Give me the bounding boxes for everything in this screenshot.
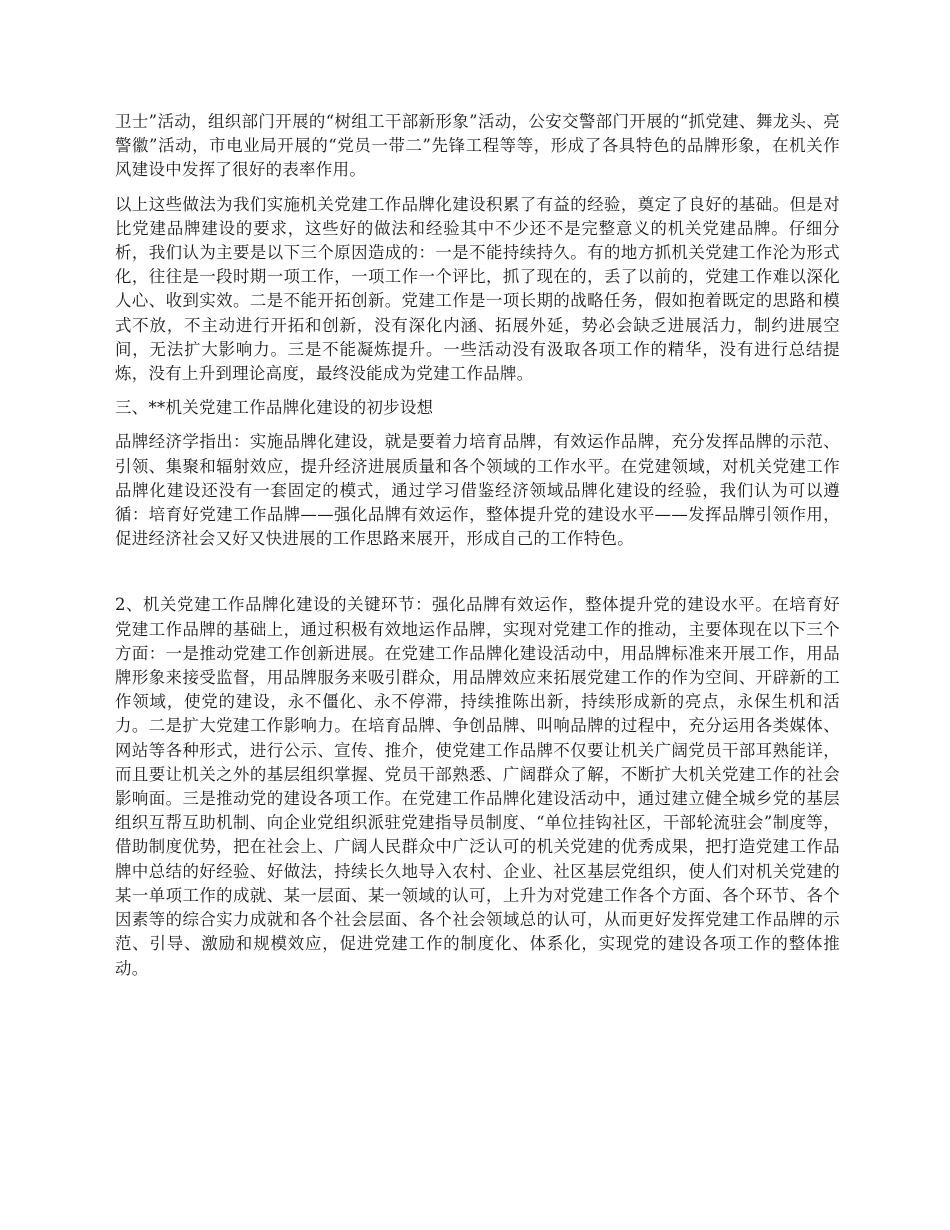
paragraph-analysis: 以上这些做法为我们实施机关党建工作品牌化建设积累了有益的经验，奠定了良好的基础。但是对比党建品牌建设的要求，这些好的做法和经验其中不少还不是完整意义的机关党建品牌。仔细分析，我们认为主要是以下三个原因造成的：一是不能持续持久。有的地方抓机关党建工作沦为形式化，往往是一段时期一项工作，一项工作一个评比，抓了现在的，丢了以前的，党建工作难以深化人心、收到实效。二是不能开拓创新。党建工作是一项长期的战略任务，假如抱着既定的思路和模式不放，不主动进行开拓和创新，没有深化内涵、拓展外延，势必会缺乏进展活力，制约进展空间，无法扩大影响力。三是不能凝炼提升。一些活动没有汲取各项工作的精华，没有进行总结提炼，没有上升到理论高度，最终没能成为党建工作品牌。 — [115, 194, 840, 384]
paragraph-brand-economics: 品牌经济学指出：实施品牌化建设，就是要着力培育品牌，有效运作品牌，充分发挥品牌的示范、引领、集聚和辐射效应，提升经济进展质量和各个领域的工作水平。在党建领域，对机关党建工作品牌化建设还没有一套固定的模式，通过学习借鉴经济领域品牌化建设的经验，我们认为可以遵循：培育好党建工作品牌——强化品牌有效运作，整体提升党的建设水平——发挥品牌引领作用，促进经济社会又好又快进展的工作思路来展开，形成自己的工作特色。 — [115, 432, 840, 549]
paragraph-spacer — [115, 420, 840, 430]
paragraph-key-links: 2、机关党建工作品牌化建设的关键环节：强化品牌有效运作，整体提升党的建设水平。在培育好党建工作品牌的基础上，通过积极有效地运作品牌，实现对党建工作的推动，主要体现在以下三个方面：一是推动党建工作创新进展。在党建工作品牌化建设活动中，用品牌标准来开展工作，用品牌形象来接受监督，用品牌服务来吸引群众，用品牌效应来拓展党建工作的作为空间、开辟新的工作领域，使党的建设，永不僵化、永不停滞，持续推陈出新，持续形成新的亮点，永保生机和活力。二是扩大党建工作影响力。在培育品牌、争创品牌、叫响品牌的过程中，充分运用各类媒体、网站等各种形式，进行公示、宣传、推介，使党建工作品牌不仅要让机关广阔党员干部耳熟能详，而且要让机关之外的基层组织掌握、党员干部熟悉、广阔群众了解，不断扩大机关党建工作的社会影响面。三是推动党的建设各项工作。在党建工作品牌化建设活动中，通过建立健全城乡党的基层组织互帮互助机制、向企业党组织派驻党建指导员制度、“单位挂钩社区，干部轮流驻会”制度等，借助制度优势，把在社会上、广阔人民群众中广泛认可的机关党建的优秀成果，把打造党建工作品牌中总结的好经验、好做法，持续长久地导入农村、企业、社区基层党组织，使人们对机关党建的某一单项工作的成就、某一层面、某一领域的认可，上升为对党建工作各个方面、各个环节、各个因素等的综合实力成就和各个社会层面、各个社会领域总的认可，从而更好发挥党建工作品牌的示范、引导、激励和规模效应，促进党建工作的制度化、体系化，实现党的建设各项工作的整体推动。 — [115, 595, 840, 978]
section-spacer — [115, 551, 840, 593]
section-heading: 三、**机关党建工作品牌化建设的初步设想 — [115, 398, 434, 418]
paragraph-spacer — [115, 386, 840, 396]
paragraph-spacer — [115, 183, 840, 193]
document-page — [115, 110, 840, 981]
paragraph-intro-activities: 卫士”活动，组织部门开展的“树组工干部新形象”活动，公安交警部门开展的“抓党建、舞龙头、亮警徽”活动，市电业局开展的“党员一带二”先锋工程等等，形成了各具特色的品牌形象，在机关作风建设中发挥了很好的表率作用。 — [115, 112, 840, 180]
